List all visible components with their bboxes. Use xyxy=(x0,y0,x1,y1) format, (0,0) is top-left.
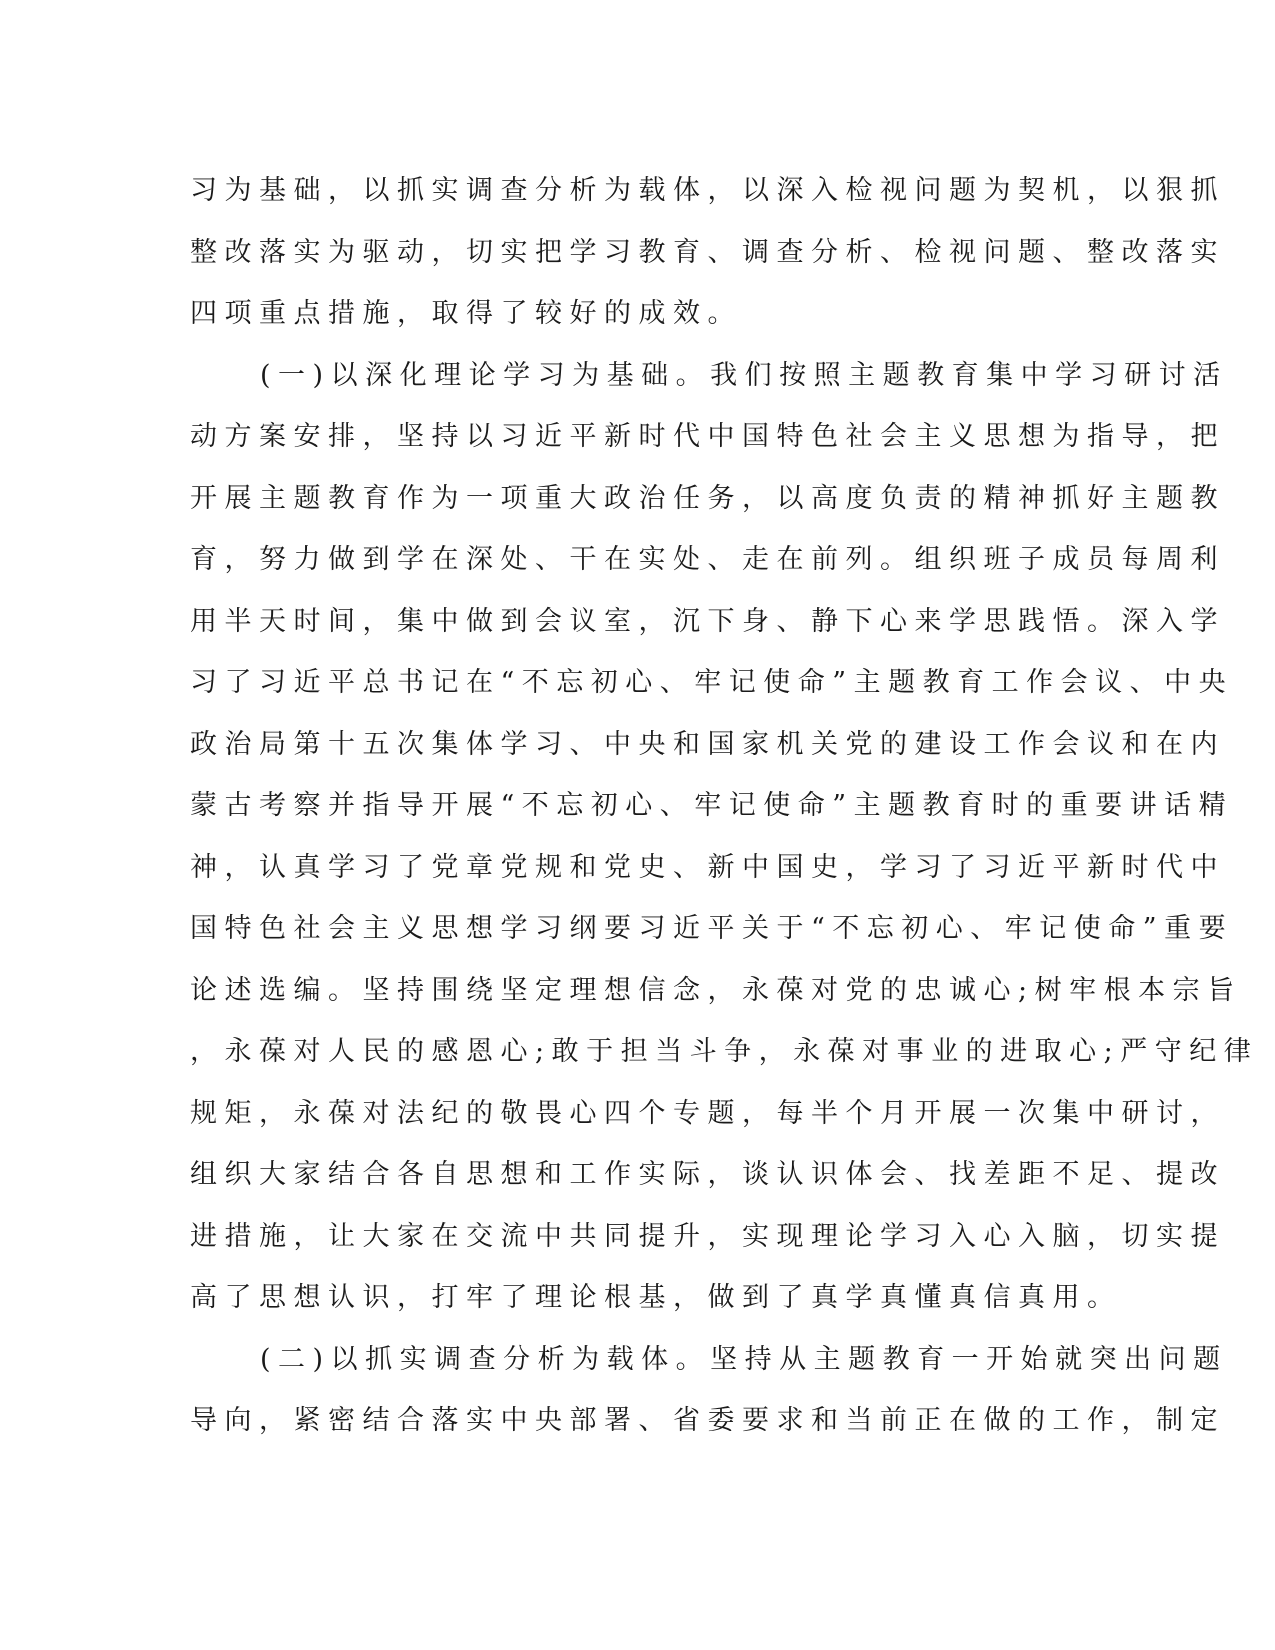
text-line: 进措施，让大家在交流中共同提升，实现理论学习入心入脑，切实提 xyxy=(190,1220,1225,1252)
text-line: 规矩，永葆对法纪的敬畏心四个专题，每半个月开展一次集中研讨， xyxy=(190,1097,1225,1129)
section-heading-line: (一)以深化理论学习为基础。我们按照主题教育集中学习研讨活 xyxy=(260,359,1228,391)
text-line: 论述选编。坚持围绕坚定理想信念，永葆对党的忠诚心;树牢根本宗旨 xyxy=(190,974,1242,1006)
text-line: 国特色社会主义思想学习纲要习近平关于“不忘初心、牢记使命”重要 xyxy=(190,913,1234,944)
text-line: 四项重点措施，取得了较好的成效。 xyxy=(190,298,742,329)
text-line: 育，努力做到学在深处、干在实处、走在前列。组织班子成员每周利 xyxy=(190,544,1225,575)
text-line: 组织大家结合各自思想和工作实际，谈认识体会、找差距不足、提改 xyxy=(190,1159,1225,1190)
text-line: 神，认真学习了党章党规和党史、新中国史，学习了习近平新时代中 xyxy=(190,851,1225,883)
text-line: 动方案安排，坚持以习近平新时代中国特色社会主义思想为指导，把 xyxy=(190,421,1225,452)
text-line: 用半天时间，集中做到会议室，沉下身、静下心来学思践悟。深入学 xyxy=(190,605,1225,637)
text-line: 习为基础，以抓实调查分析为载体，以深入检视问题为契机，以狠抓 xyxy=(190,175,1225,206)
text-line: ，永葆对人民的感恩心;敢于担当斗争，永葆对事业的进取心;严守纪律 xyxy=(190,1036,1259,1067)
text-line: 高了思想认识，打牢了理论根基，做到了真学真懂真信真用。 xyxy=(190,1282,1122,1313)
text-line: 整改落实为驱动，切实把学习教育、调查分析、检视问题、整改落实 xyxy=(190,236,1225,268)
text-line: 习了习近平总书记在“不忘初心、牢记使命”主题教育工作会议、中央 xyxy=(190,667,1234,698)
text-line: 开展主题教育作为一项重大政治任务，以高度负责的精神抓好主题教 xyxy=(190,482,1225,514)
body-text xyxy=(190,160,1259,1452)
text-line: 政治局第十五次集体学习、中央和国家机关党的建设工作会议和在内 xyxy=(190,728,1225,760)
text-line: 蒙古考察并指导开展“不忘初心、牢记使命”主题教育时的重要讲话精 xyxy=(190,790,1234,821)
text-line: 导向，紧密结合落实中央部署、省委要求和当前正在做的工作，制定 xyxy=(190,1405,1225,1436)
section-heading-line: (二)以抓实调查分析为载体。坚持从主题教育一开始就突出问题 xyxy=(260,1343,1228,1375)
